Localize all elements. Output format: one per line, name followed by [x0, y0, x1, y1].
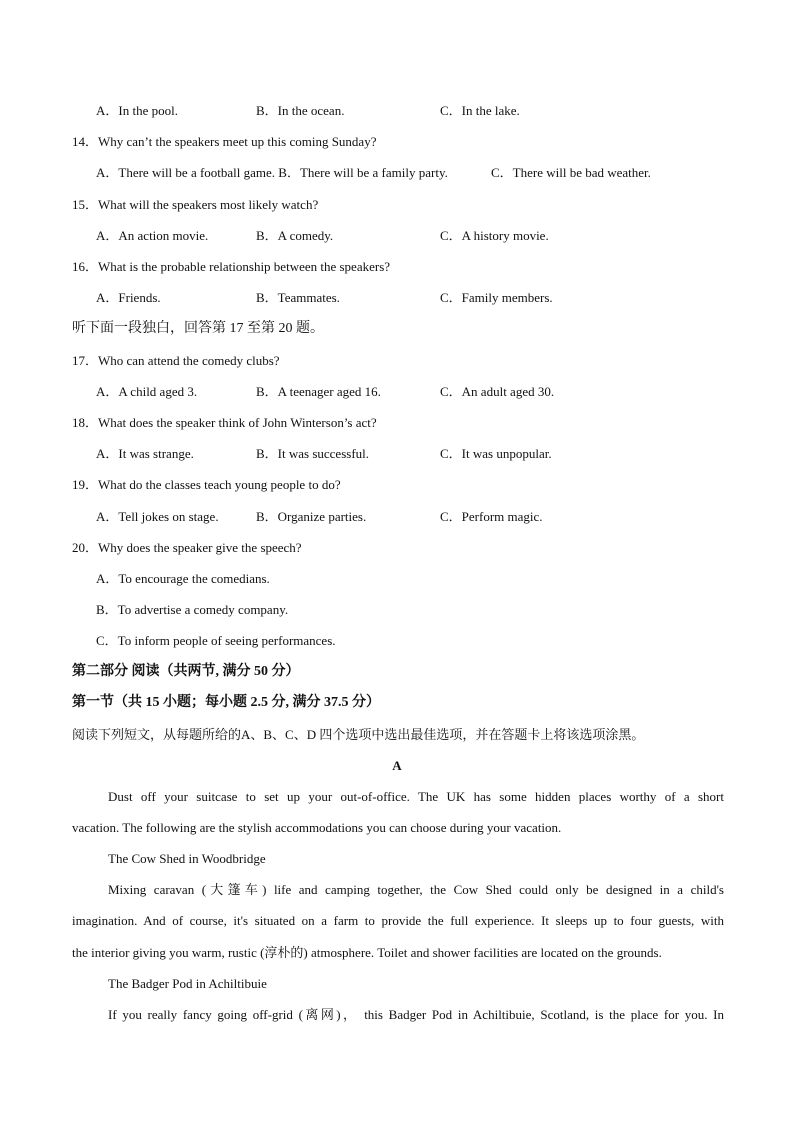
q13-option-b: B．In the ocean.	[256, 103, 345, 118]
passage-intro-line-2: vacation. The following are the stylish accommodations you can choose during your vacation.	[72, 820, 562, 835]
q20-option-b: B．To advertise a comedy company.	[96, 602, 289, 617]
q18-stem: 18．What does the speaker think of John Winterson’s act?	[72, 415, 377, 430]
q17-option-a: A．A child aged 3.	[96, 384, 198, 399]
q19-stem: 19．What do the classes teach young people to do?	[72, 477, 341, 492]
q14-option-ab: A．There will be a football game. B．There will be a family party.	[96, 165, 448, 180]
q19-option-c: C．Perform magic.	[440, 509, 543, 524]
q17-stem: 17．Who can attend the comedy clubs?	[72, 353, 280, 368]
q15-option-a: A．An action movie.	[96, 228, 209, 243]
q13-option-a: A．In the pool.	[96, 103, 178, 118]
q17-option-b: B．A teenager aged 16.	[256, 384, 381, 399]
q20-option-c: C．To inform people of seeing performances.	[96, 633, 336, 648]
section1-title: 第一节（共 15 小题；每小题 2.5 分, 满分 37.5 分）	[72, 695, 380, 710]
q15-option-c: C．A history movie.	[440, 228, 549, 243]
q20-stem: 20．Why does the speaker give the speech?	[72, 540, 302, 555]
passage-p1-line-3: the interior giving you warm, rustic (淳朴的) atmosphere. Toilet and shower facilities are located on the grounds.	[72, 945, 662, 960]
q13-option-c: C．In the lake.	[440, 103, 520, 118]
passage-intro-line-1: Dust off your suitcase to set up your out-of-office. The UK has some hidden places worthy of a short	[108, 789, 724, 804]
q15-stem: 15．What will the speakers most likely watch?	[72, 197, 319, 212]
passage-p1-line-2: imagination. And of course, it's situated on a farm to provide the full experience. It sleeps up to four guests, with	[72, 913, 724, 928]
part2-title: 第二部分 阅读（共两节, 满分 50 分）	[72, 664, 300, 679]
q15-option-b: B．A comedy.	[256, 228, 334, 243]
q18-option-a: A．It was strange.	[96, 446, 194, 461]
q16-option-c: C．Family members.	[440, 290, 553, 305]
q16-stem: 16．What is the probable relationship between the speakers?	[72, 259, 391, 274]
passage-p1-line-1: Mixing caravan (大篷车) life and camping together, the Cow Shed could only be designed in a child's	[108, 882, 724, 897]
q17-option-c: C．An adult aged 30.	[440, 384, 555, 399]
reading-instruction: 阅读下列短文，从每题所给的A、B、C、D 四个选项中选出最佳选项，并在答题卡上将该选项涂黑。	[72, 727, 645, 742]
q19-option-a: A．Tell jokes on stage.	[96, 509, 219, 524]
q18-option-c: C．It was unpopular.	[440, 446, 552, 461]
passage-label: A	[392, 758, 402, 773]
q19-option-b: B．Organize parties.	[256, 509, 367, 524]
q16-option-b: B．Teammates.	[256, 290, 340, 305]
q18-option-b: B．It was successful.	[256, 446, 370, 461]
q14-stem: 14．Why can’t the speakers meet up this coming Sunday?	[72, 134, 377, 149]
passage-heading-cow-shed: The Cow Shed in Woodbridge	[108, 851, 266, 866]
passage-p2-line-1: If you really fancy going off-grid (离网)， this Badger Pod in Achiltibuie, Scotland, is the place for you. In	[108, 1007, 724, 1022]
passage-heading-badger-pod: The Badger Pod in Achiltibuie	[108, 976, 267, 991]
q16-option-a: A．Friends.	[96, 290, 161, 305]
monologue-instruction: 听下面一段独白，回答第 17 至第 20 题。	[72, 321, 324, 336]
q14-option-c: C．There will be bad weather.	[491, 165, 651, 180]
q20-option-a: A．To encourage the comedians.	[96, 571, 270, 586]
